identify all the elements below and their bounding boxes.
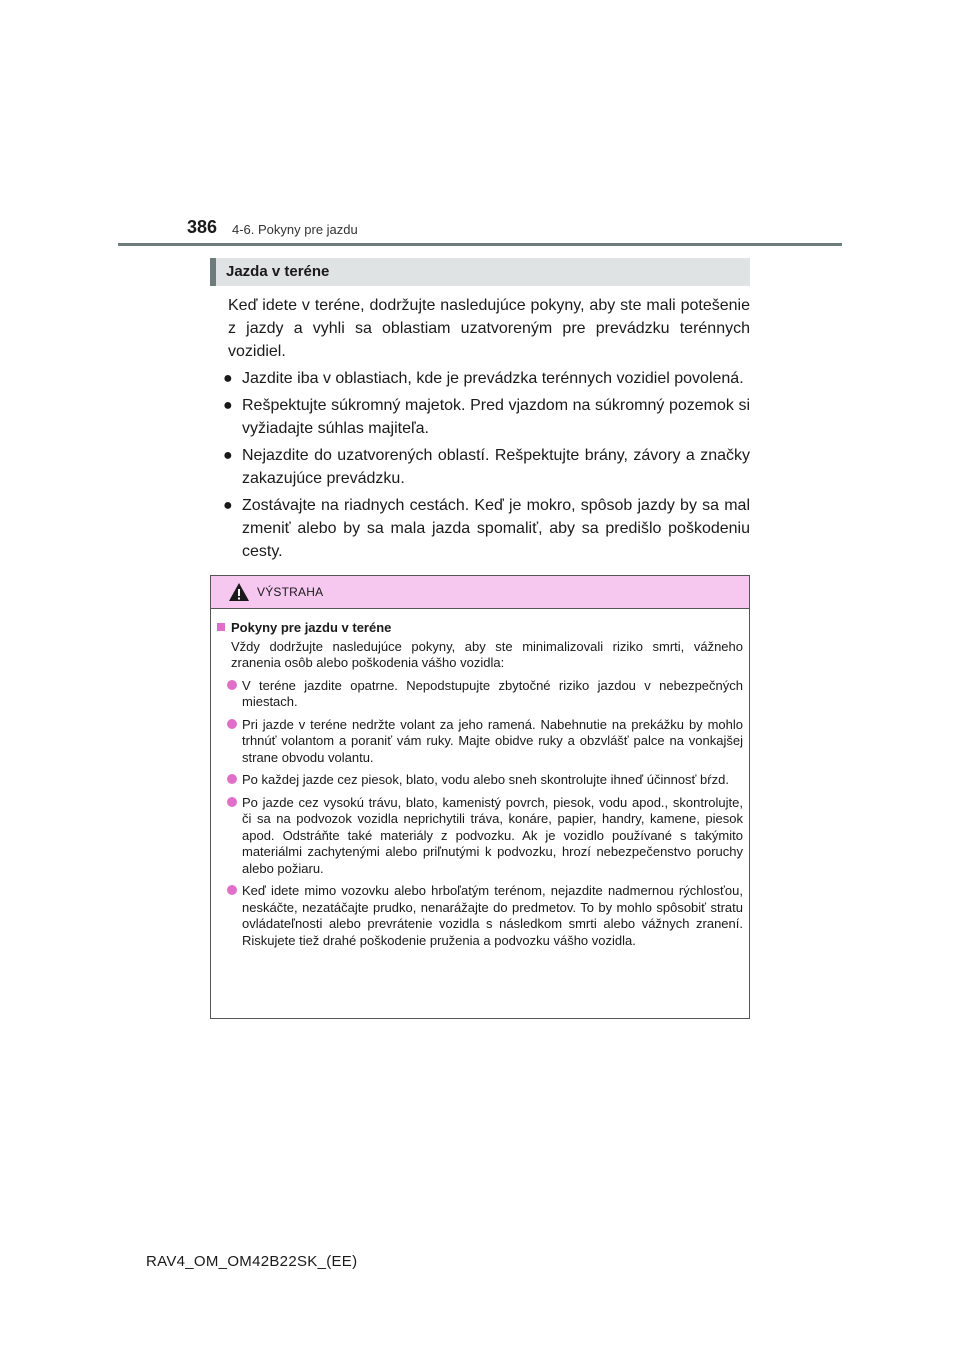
circle-bullet-icon <box>227 774 237 784</box>
section-body <box>223 294 750 563</box>
list-item-text: Nejazdite do uzatvorených oblastí. Rešpektujte brány, závory a značky zakazujúce prevádzku. <box>242 447 750 487</box>
warning-heading-text: Pokyny pre jazdu v teréne <box>231 620 392 635</box>
list-item-text: Po každej jazde cez piesok, blato, vodu alebo sneh skontrolujte ihneď účinnosť bŕzd. <box>242 772 729 787</box>
chapter-title: 4-6. Pokyny pre jazdu <box>232 222 358 237</box>
square-bullet-icon <box>217 623 225 631</box>
list-item <box>223 494 750 563</box>
circle-bullet-icon <box>227 797 237 807</box>
warning-header <box>211 576 749 609</box>
list-item-text: Po jazde cez vysokú trávu, blato, kamenistý povrch, piesok, vodu apod., skontrolujte, či sa na podvozok vozidla neprichytili tráva, konáre, papier, handry, kamene, piesok apod. Odstráňte také materiály z podvozku. Ak je vozidlo používané s takýmito materiálmi zachytenými alebo priľnutými k podvozku, hrozí nebezpečenstvo poruchy alebo požiaru. <box>242 794 743 876</box>
section-title-bar <box>210 258 750 286</box>
list-item <box>219 678 743 711</box>
list-item-text: Keď idete mimo vozovku alebo hrboľatým terénom, nejazdite nadmernou rýchlosťou, neskáčte, nezatáčajte prudko, nenarážajte do predmetov. To by mohlo spôsobiť stratu ovládateľnosti alebo prevrátenie vozidla s následkom smrti alebo vážnych zranení. Riskujete tiež drahé poškodenie pruženia a podvozku vášho vozidla. <box>242 883 743 948</box>
list-item-text: V teréne jazdite opatrne. Nepodstupujte zbytočné riziko jazdou v nebezpečných miestach. <box>242 677 743 709</box>
header-rule <box>118 243 842 246</box>
list-item <box>219 772 743 789</box>
list-item-text: Pri jazde v teréne nedržte volant za jeho ramená. Nabehnutie na prekážku by mohlo trhnúť volantom a poraniť vám ruky. Majte obidve ruky a obzvlášť palce na vonkajšej strane obvodu volantu. <box>242 716 743 765</box>
list-item <box>219 883 743 949</box>
circle-bullet-icon <box>227 719 237 729</box>
section-intro: Keď idete v teréne, dodržujte nasledujúce pokyny, aby ste mali potešenie z jazdy a vyhli sa oblastiam uzatvoreným pre prevádzku terénnych vozidiel. <box>228 297 750 360</box>
section-title: Jazda v teréne <box>226 263 330 280</box>
list-item-text: Jazdite iba v oblastiach, kde je prevádzka terénnych vozidiel povolená. <box>242 370 744 387</box>
list-item-text: Rešpektujte súkromný majetok. Pred vjazdom na súkromný pozemok si vyžiadajte súhlas majiteľa. <box>242 397 750 437</box>
warning-heading <box>219 620 743 637</box>
circle-bullet-icon <box>227 885 237 895</box>
list-item <box>219 717 743 767</box>
list-item <box>223 367 750 390</box>
list-item-text: Zostávajte na riadnych cestách. Keď je mokro, spôsob jazdy by sa mal zmeniť alebo by sa mala jazda spomaliť, aby sa predišlo poškodeniu cesty. <box>242 497 750 560</box>
warning-box <box>210 575 750 1019</box>
list-item <box>223 444 750 490</box>
bullet-icon: ● <box>223 497 233 514</box>
warning-triangle-icon <box>228 582 250 602</box>
footer-model-code: RAV4_OM_OM42B22SK_(EE) <box>146 1253 358 1270</box>
bullet-icon: ● <box>223 447 233 464</box>
warning-label: VÝSTRAHA <box>257 585 324 599</box>
page-number: 386 <box>187 217 218 237</box>
warning-body <box>219 620 743 949</box>
bullet-icon: ● <box>223 370 233 387</box>
circle-bullet-icon <box>227 680 237 690</box>
warning-list <box>219 678 743 950</box>
bullet-list <box>223 367 750 563</box>
list-item <box>219 795 743 878</box>
bullet-icon: ● <box>223 397 233 414</box>
warning-intro: Vždy dodržujte nasledujúce pokyny, aby ste minimalizovali riziko smrti, vážneho zranenia osôb alebo poškodenia vášho vozidla: <box>231 638 743 670</box>
list-item <box>223 394 750 440</box>
